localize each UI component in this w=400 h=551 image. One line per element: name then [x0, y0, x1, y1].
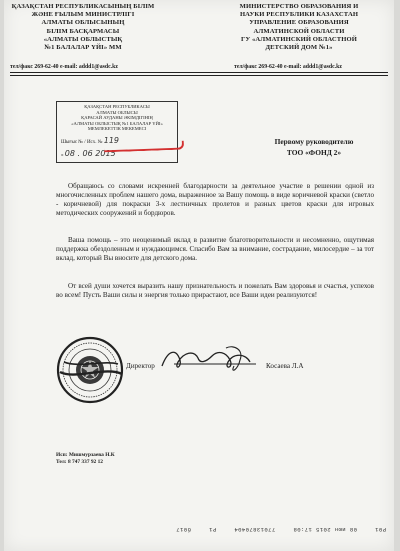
fax-transmission-footer: [96, 526, 386, 533]
addressee-company: ТОО «ФОНД 2»: [286, 148, 342, 157]
letter-paragraph: Обращаюсь со словами искренней благодарности за деятельное участие в решении одной из многочисленных проблем нашего дома, выраженное за Вашу помощь в виде коричневой краски (светло - коричневой) для покраски 3-х лестничных пролетов и разных цветов краски для игровых методических сооружений и бордюров.: [56, 182, 374, 218]
fax-footer-item: б017: [175, 526, 191, 533]
stamp-number-value: 119: [103, 136, 120, 145]
fax-footer-item: 08 июн 2015 17:08: [293, 526, 357, 533]
signatory-name: Косаева Л.А: [266, 362, 304, 370]
header-right-line: НАУКИ РЕСПУБЛИКИ КАЗАХСТАН: [239, 11, 359, 19]
executor-name: Исп: Мишмурзаева Н.К: [56, 452, 115, 458]
letter-paragraph: От всей души хочется выразить нашу признательность и пожелать Вам здоровья и счастья, успехов во всем! Пусть Ваши силы и энергия только прирастают, все Ваши идеи реализуются!: [56, 282, 374, 300]
header-right-line: МИНИСТЕРСТВО ОБРАЗОВАНИЯ И: [239, 3, 359, 10]
contact-left: тел/факс 269-62-40 e-mail: addd1@asdc.kz: [10, 64, 118, 70]
fax-footer-item: 77013870404: [233, 526, 276, 533]
executor-phone: Тел: 8 747 337 92 12: [56, 459, 103, 465]
stamp-line: АЛМАТЫ ОБЛЫСЫ: [96, 109, 138, 115]
header-divider-thin: [10, 75, 388, 76]
signatory-title: Директор: [126, 362, 155, 370]
document-page: [4, 0, 394, 551]
letter-paragraph: Ваша помощь – это неоценимый вклад в развитие благотворительности и несомненно, ощутимая поддержка обездоленным и нуждающимся. Спасибо Вам за внимание, сострадание, милосердие – за тот вклад, который Вы вносите для детского дома.: [56, 236, 374, 263]
addressee-block: [244, 136, 384, 158]
fax-footer-item: P1: [208, 526, 217, 533]
stamp-line: ҚАРАСАЙ АУДАНЫ ӘКІМДІГІНІҢ: [81, 115, 153, 121]
header-left-line: ЖӘНЕ ҒЫЛЫМ МИНИСТРЛІГІ: [31, 11, 135, 19]
handwritten-signature-icon: [154, 340, 264, 380]
stamp-date-label: «: [61, 153, 64, 158]
header-left-kazakh: [8, 3, 158, 52]
header-left-line: АЛМАТЫ ОБЛЫСЫНЫҢ: [41, 19, 125, 27]
stamp-line: ҚАЗАҚСТАН РЕСПУБЛИКАСЫ: [84, 104, 150, 109]
header-left-line: ҚАЗАҚСТАН РЕСПУБЛИКАСЫНЫҢ БІЛІМ: [11, 3, 155, 10]
stamp-number-label: Шығыс № / Исх. №: [61, 140, 103, 145]
header-left-line: БІЛІМ БАСҚАРМАСЫ: [46, 27, 120, 35]
addressee-line: Первому руководителю: [274, 137, 354, 146]
executor-info: [56, 452, 115, 466]
official-seal-icon: [56, 336, 124, 404]
stamp-line: «АЛМАТЫ ОБЛЫСТЫҚ №1 БАЛАЛАР ҮЙІ»: [71, 120, 163, 126]
registration-stamp: [56, 101, 178, 163]
header-left-line: №1 БАЛАЛАР ҮЙІ» ММ: [44, 44, 122, 52]
fax-footer-item: Р01: [374, 526, 386, 533]
header-right-russian: [214, 3, 384, 52]
stamp-date-value: 08 . 06 2015: [64, 149, 116, 158]
header-right-line: УПРАВЛЕНИЕ ОБРАЗОВАНИЯ: [249, 19, 349, 27]
header-left-line: «АЛМАТЫ ОБЛЫСТЫҚ: [43, 35, 123, 43]
header-right-line: АЛМАТИНСКОЙ ОБЛАСТИ: [253, 27, 345, 35]
header-right-line: ГУ «АЛМАТИНСКИЙ ОБЛАСТНОЙ: [241, 35, 357, 43]
contact-right: тел/факс 269-62-40 e-mail: addd1@asdc.kz: [234, 64, 342, 70]
header-divider: [10, 72, 388, 73]
header-right-line: ДЕТСКИЙ ДОМ №1»: [265, 44, 333, 52]
stamp-line: МЕМЛЕКЕТТІК МЕКЕМЕСІ: [87, 126, 147, 132]
